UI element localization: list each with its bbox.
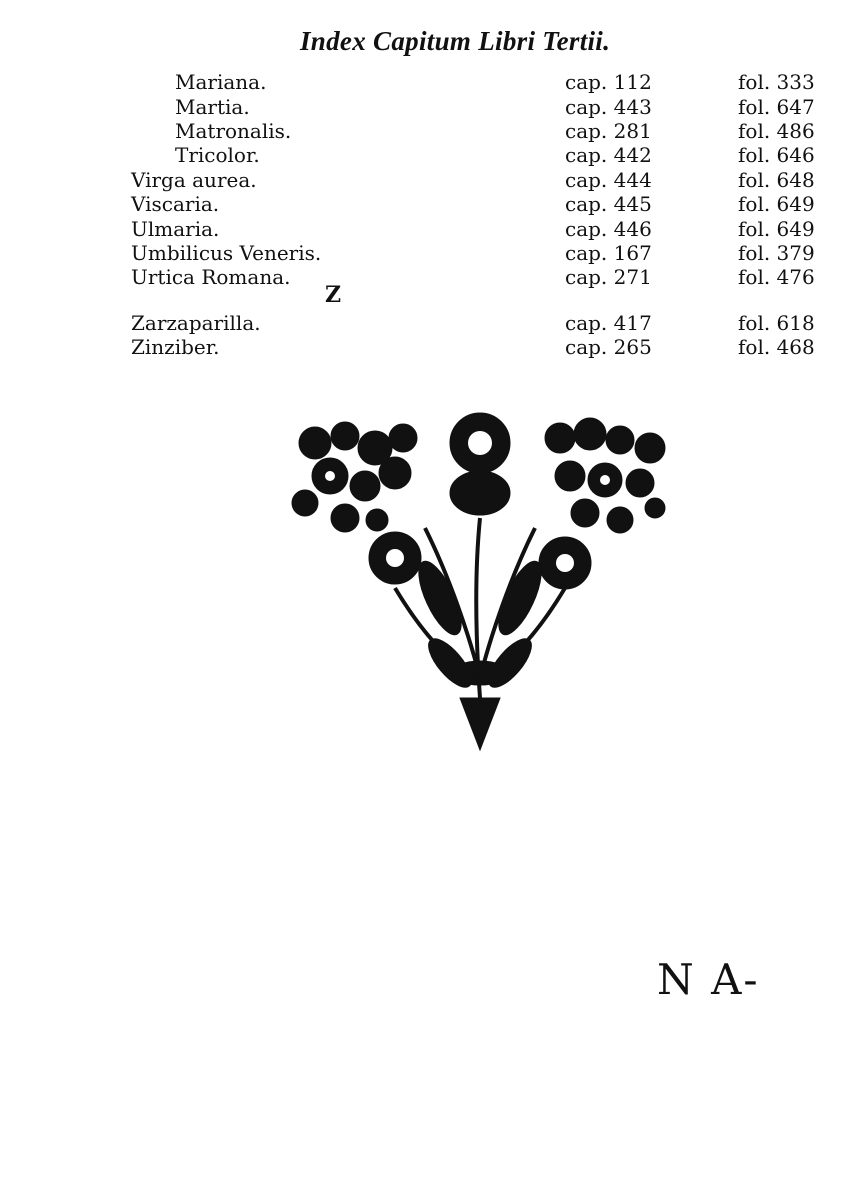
entry-name: Virga aurea. xyxy=(131,168,257,192)
entry-folio: fol. 486 xyxy=(738,119,815,143)
index-entry xyxy=(0,70,846,94)
entry-folio: fol. 648 xyxy=(738,168,815,192)
entry-name: Umbilicus Veneris. xyxy=(131,241,322,265)
catchword: N A- xyxy=(657,955,760,1004)
entry-name: Urtica Romana. xyxy=(131,265,291,289)
entry-folio: fol. 647 xyxy=(738,95,815,119)
entry-name: Viscaria. xyxy=(131,192,220,216)
entry-name: Ulmaria. xyxy=(131,217,220,241)
entry-folio: fol. 468 xyxy=(738,335,815,359)
entry-chapter: cap. 265 xyxy=(565,335,652,359)
entry-folio: fol. 333 xyxy=(738,70,815,94)
entry-chapter: cap. 445 xyxy=(565,192,652,216)
index-entry xyxy=(0,168,846,192)
running-title: Index Capitum Libri Tertii. xyxy=(300,26,611,56)
index-entry xyxy=(0,192,846,216)
floral-tailpiece-icon xyxy=(275,408,685,753)
index-entry xyxy=(0,335,846,359)
entry-chapter: cap. 271 xyxy=(565,265,652,289)
entry-chapter: cap. 417 xyxy=(565,311,652,335)
index-entry xyxy=(0,265,846,289)
index-entry xyxy=(0,311,846,335)
entry-folio: fol. 476 xyxy=(738,265,815,289)
entry-name: Martia. xyxy=(175,95,250,119)
entry-folio: fol. 649 xyxy=(738,192,815,216)
entry-folio: fol. 646 xyxy=(738,143,815,167)
entry-folio: fol. 618 xyxy=(738,311,815,335)
entry-chapter: cap. 112 xyxy=(565,70,652,94)
entry-folio: fol. 379 xyxy=(738,241,815,265)
entry-chapter: cap. 167 xyxy=(565,241,652,265)
entry-chapter: cap. 442 xyxy=(565,143,652,167)
entry-name: Matronalis. xyxy=(175,119,292,143)
entry-name: Tricolor. xyxy=(175,143,260,167)
entry-folio: fol. 649 xyxy=(738,217,815,241)
entry-name: Zarzaparilla. xyxy=(131,311,261,335)
index-entry xyxy=(0,119,846,143)
entry-chapter: cap. 443 xyxy=(565,95,652,119)
entry-name: Zinziber. xyxy=(131,335,220,359)
entry-chapter: cap. 444 xyxy=(565,168,652,192)
entry-chapter: cap. 446 xyxy=(565,217,652,241)
index-entry xyxy=(0,143,846,167)
entry-name: Mariana. xyxy=(175,70,267,94)
index-entry xyxy=(0,217,846,241)
section-letter: Z xyxy=(325,282,342,308)
index-entry xyxy=(0,95,846,119)
index-entry xyxy=(0,241,846,265)
entry-chapter: cap. 281 xyxy=(565,119,652,143)
